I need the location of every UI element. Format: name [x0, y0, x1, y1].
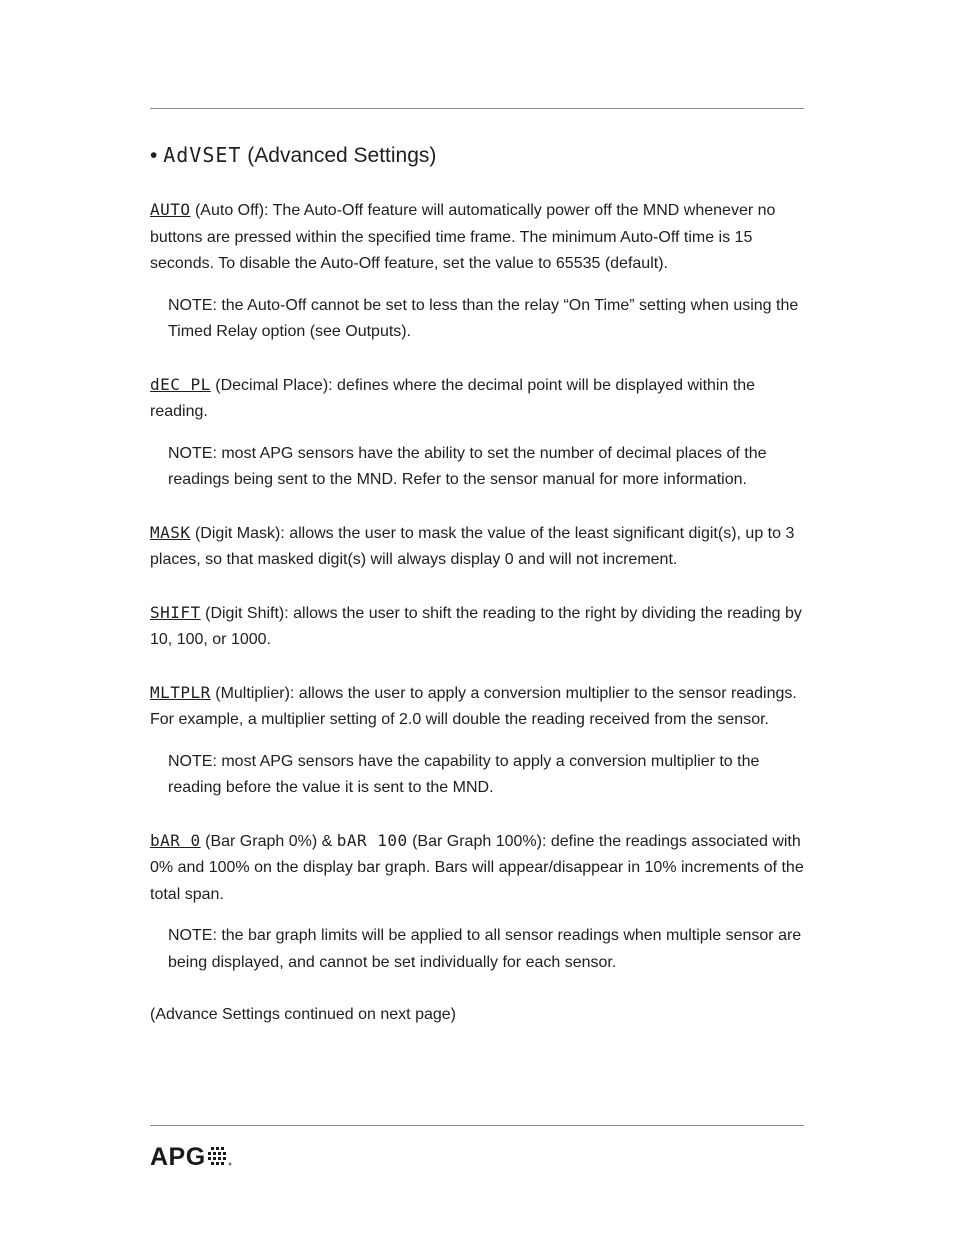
heading-bullet: • — [150, 144, 158, 167]
shift-text: (Digit Shift): allows the user to shift the reading to the right by dividing the reading by 10, 100, or 1000. — [150, 604, 802, 648]
bar-text-1: (Bar Graph 0%) & — [200, 832, 337, 850]
shift-code: SHIFT — [150, 602, 201, 622]
mltplr-text: (Multiplier): allows the user to apply a conversion multiplier to the sensor readings. For example, a multiplier setting of 2.0 will double the reading received from the sensor. — [150, 684, 797, 728]
auto-note: NOTE: the Auto-Off cannot be set to less than the relay “On Time” setting when using the Timed Relay option (see Outputs). — [168, 296, 799, 340]
bar-text-2: (Bar Graph 100%): define the readings associated with 0% and 100% on the display bar graph. Bars will appear/disappear in 10% increments of the total span. — [150, 832, 804, 903]
heading-code: AdVSET — [163, 143, 242, 167]
apg-grid-logo-icon — [208, 1145, 234, 1169]
mask-code: MASK — [150, 522, 191, 542]
continued-note: (Advance Settings continued on next page) — [150, 1006, 456, 1023]
auto-code: AUTO — [150, 200, 191, 219]
heading-label: (Advanced Settings) — [247, 144, 437, 167]
logo-text: APG — [150, 1142, 206, 1171]
footer-rule — [150, 1125, 804, 1126]
decpl-paragraph — [150, 372, 804, 426]
page-content — [150, 140, 804, 1029]
header-rule — [150, 108, 804, 109]
bar-note: NOTE: the bar graph limits will be applied to all sensor readings when multiple sensor are being displayed, and cannot be set individually for each sensor. — [168, 927, 802, 971]
mltplr-note: NOTE: most APG sensors have the capability to apply a conversion multiplier to the reading before the value it is sent to the MND. — [168, 752, 760, 796]
mask-text: (Digit Mask): allows the user to mask the value of the least significant digit(s), up to 3 places, so that masked digit(s) will always display 0 and will not increment. — [150, 524, 795, 568]
auto-paragraph — [150, 197, 804, 278]
decpl-note: NOTE: most APG sensors have the ability to set the number of decimal places of the readings being sent to the MND. Refer to the sensor manual for more information. — [168, 444, 767, 488]
auto-text: (Auto Off): The Auto-Off feature will automatically power off the MND whenever no buttons are pressed within the specified time frame. The minimum Auto-Off time is 15 seconds. To disable the Auto-Off feature, set the value to 65535 (default). — [150, 202, 776, 272]
shift-paragraph — [150, 600, 804, 654]
bar0-code: bAR 0 — [150, 830, 201, 850]
mask-paragraph — [150, 520, 804, 574]
section-heading — [150, 140, 804, 171]
mltplr-code: MLTPLR — [150, 682, 211, 702]
bar-paragraph — [150, 828, 804, 909]
apg-logo — [150, 1142, 234, 1172]
decpl-text: (Decimal Place): defines where the decimal point will be displayed within the reading. — [150, 376, 756, 420]
bar100-code: bAR 100 — [336, 830, 408, 850]
decpl-code: dEC PL — [150, 374, 211, 394]
mltplr-paragraph — [150, 680, 804, 734]
